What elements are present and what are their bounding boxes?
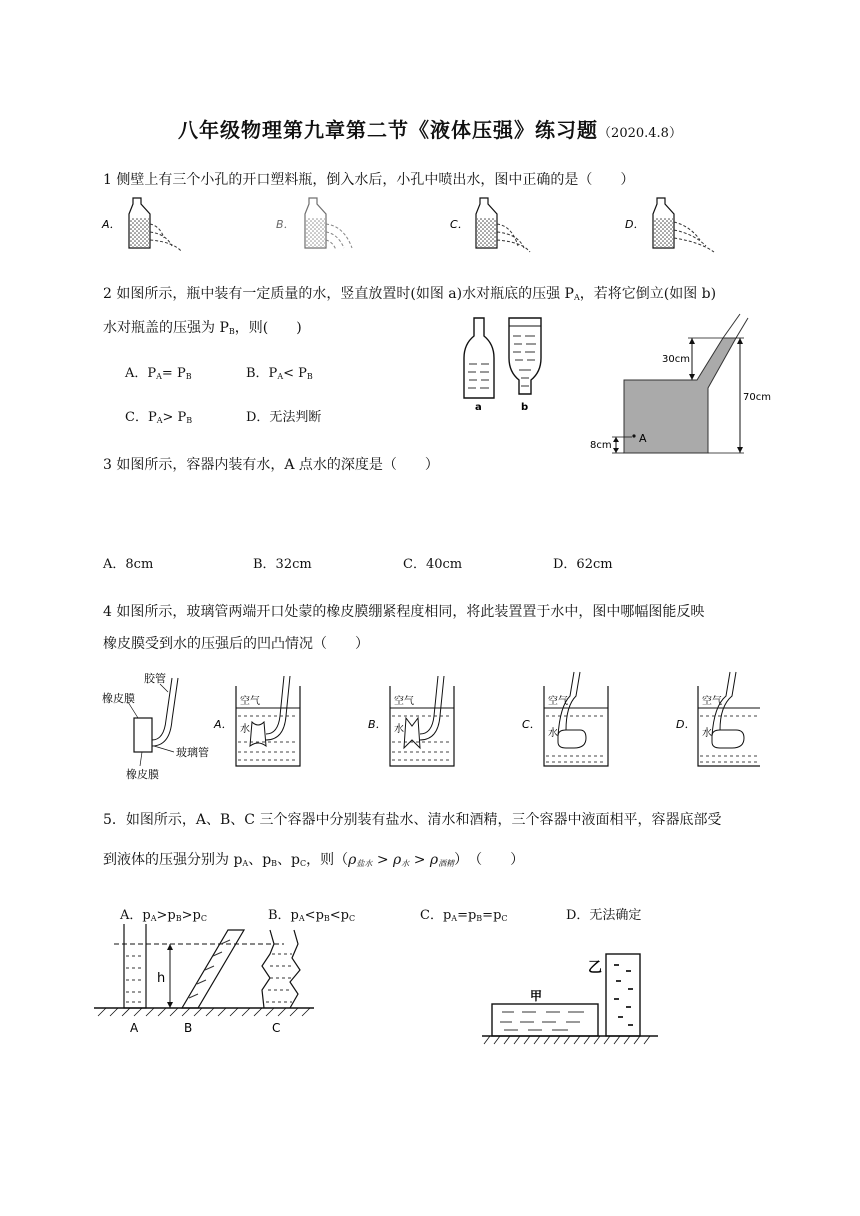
q2-a-mid: = P [161, 366, 186, 381]
q1-bottle-b [276, 198, 352, 250]
q5-stem-line2: 到液体的压强分别为 $p_A$、$p_B$、$p_C$，则$(\rho_{盐水} > \rho_水 > \rho_{酒精})$ （ ） [103, 852, 525, 868]
q4-water-a: 水 [240, 724, 250, 735]
q2-a-pre: A．P [125, 366, 157, 381]
q1-stem: 1 侧壁上有三个小孔的开口塑料瓶，倒入水后，小孔中喷出水，图中正确的是（ ） [103, 172, 635, 188]
q3-dim-30: 30cm [662, 354, 690, 365]
q3-stem: 3 如图所示，容器内装有水，A 点水的深度是（ ） [103, 457, 439, 473]
q3-option-d[interactable]: D．62cm [553, 557, 613, 572]
page-title [0, 114, 860, 143]
q2-stem-line2 [103, 318, 302, 342]
q4-beaker-c [522, 672, 608, 766]
q2-option-a[interactable] [125, 362, 192, 381]
q4-label-glass: 玻璃管 [176, 746, 209, 759]
q4-beaker-d [676, 672, 760, 766]
q4-air-c: 空气 [548, 696, 568, 707]
q4-water-c: 水 [548, 728, 558, 739]
q4-option-b-label[interactable]: B． [368, 718, 387, 731]
q5-rho-water: 水 [401, 859, 410, 868]
q1-bottle-d [625, 198, 714, 252]
q4-option-d-label[interactable]: D． [676, 718, 696, 731]
q2-c-s2: B [186, 416, 193, 425]
q5-b-pre: B．p [268, 908, 299, 923]
q2-stem-text: 2 如图所示，瓶中装有一定质量的水，竖直放置时(如图 a)水对瓶底的压强 P [103, 286, 574, 302]
q2-a-s1: A [156, 372, 162, 381]
q2-c-mid: > P [162, 410, 187, 425]
q2-b-pre: B．P [246, 366, 278, 381]
q2-b-mid: < P [283, 366, 307, 381]
q5-label-b: B [184, 1021, 193, 1035]
q5-label-c: C [272, 1021, 281, 1035]
q5-rho-salt: 盐水 [356, 859, 373, 868]
q1-bottle-a [101, 198, 182, 252]
title-date: （2020.4.8） [598, 126, 682, 141]
q3-option-c[interactable]: C．40cm [403, 557, 463, 572]
q5-a-pre: A．p [120, 908, 151, 923]
q4-water-b: 水 [394, 724, 404, 735]
q3-dim-70: 70cm [743, 392, 771, 403]
q2-sub-b: B [228, 327, 235, 336]
q2-stem2-text: 水对瓶盖的压强为 P [103, 320, 229, 336]
q4-apparatus [102, 671, 209, 780]
q5-option-c[interactable]: C．$p_A=p_B=p_C$ [420, 908, 508, 923]
q4-water-d: 水 [702, 728, 712, 739]
q5-label-jia: 甲 [530, 989, 543, 1003]
q4-option-a-label[interactable]: A． [214, 718, 233, 731]
q4-stem-line2: 橡皮膜受到水的压强后的凹凸情况（ ） [103, 636, 369, 652]
q3-dim-8: 8cm [590, 440, 612, 451]
q5-stem2-pre: 到液体的压强分别为 p [103, 852, 243, 868]
q1-label-a: A． [102, 218, 121, 231]
q2-b-s2: B [306, 372, 313, 381]
q5-stem2-mid: ，则（ [306, 852, 349, 868]
q1-figures [100, 190, 740, 260]
q4-beaker-b [368, 676, 454, 766]
q5-label-yi: 乙 [588, 960, 602, 976]
q3-point-a: A [639, 432, 647, 445]
q2-option-b[interactable] [246, 362, 313, 381]
q3-figure [588, 312, 788, 460]
q5-option-b[interactable]: B．$p_A<p_B<p_C$ [268, 908, 356, 923]
q4-stem-line1: 4 如图所示，玻璃管两端开口处蒙的橡皮膜绷紧程度相同，将此装置置于水中，图中哪幅图能反映 [103, 604, 705, 620]
q4-air-a: 空气 [240, 696, 260, 707]
q2-option-c[interactable] [125, 406, 192, 425]
q5-c-pre: C．p [420, 908, 452, 923]
q2-sub-a: A [573, 293, 580, 302]
title-text: 八年级物理第九章第二节《液体压强》练习题 [178, 118, 599, 142]
q1-bottle-c [450, 198, 530, 252]
q2-label-a: a [475, 402, 482, 413]
q4-air-b: 空气 [394, 696, 414, 707]
q1-label-b: B． [276, 218, 295, 231]
q2-b-s1: A [277, 372, 284, 381]
q2-label-b: b [521, 402, 529, 413]
q5-rho-alcohol: 酒精 [438, 859, 455, 868]
q4-air-d: 空气 [702, 696, 722, 707]
q4-label-hose: 胶管 [144, 672, 166, 685]
q2-c-s1: A [156, 416, 163, 425]
q4-beaker-a [213, 676, 300, 766]
q2-stem2-tail: ，则( ) [234, 320, 302, 336]
q1-label-d: D． [625, 218, 645, 231]
q5-stem2-tail: ） （ ） [454, 852, 525, 868]
q2-figure [455, 314, 555, 414]
q4-label-membrane-bottom: 橡皮膜 [126, 768, 159, 780]
q5-figure-jia-yi [480, 950, 660, 1050]
q4-label-membrane-top: 橡皮膜 [102, 692, 135, 705]
q2-option-d[interactable]: D．无法判断 [246, 410, 322, 425]
q1-label-c: C． [450, 218, 469, 231]
q2-stem-line1 [103, 284, 716, 308]
q2-stem-tail: ，若将它倒立(如图 b) [579, 286, 717, 302]
q5-label-a: A [130, 1021, 139, 1035]
q3-option-b[interactable]: B．32cm [253, 557, 312, 572]
q2-c-pre: C．P [125, 410, 157, 425]
q5-label-h: h [157, 971, 166, 986]
q4-figures [100, 670, 760, 780]
q5-figure-abc [94, 920, 314, 1036]
q3-option-a[interactable]: A．8cm [103, 557, 154, 572]
q5-stem-line1: 5．如图所示，A、B、C 三个容器中分别装有盐水、清水和酒精，三个容器中液面相平，容器底部受 [103, 812, 722, 828]
q2-a-s2: B [185, 372, 192, 381]
q5-option-d[interactable]: D．无法确定 [566, 908, 642, 923]
q5-option-a[interactable]: A．$p_A>p_B>p_C$ [120, 908, 207, 923]
q4-option-c-label[interactable]: C． [522, 718, 541, 731]
